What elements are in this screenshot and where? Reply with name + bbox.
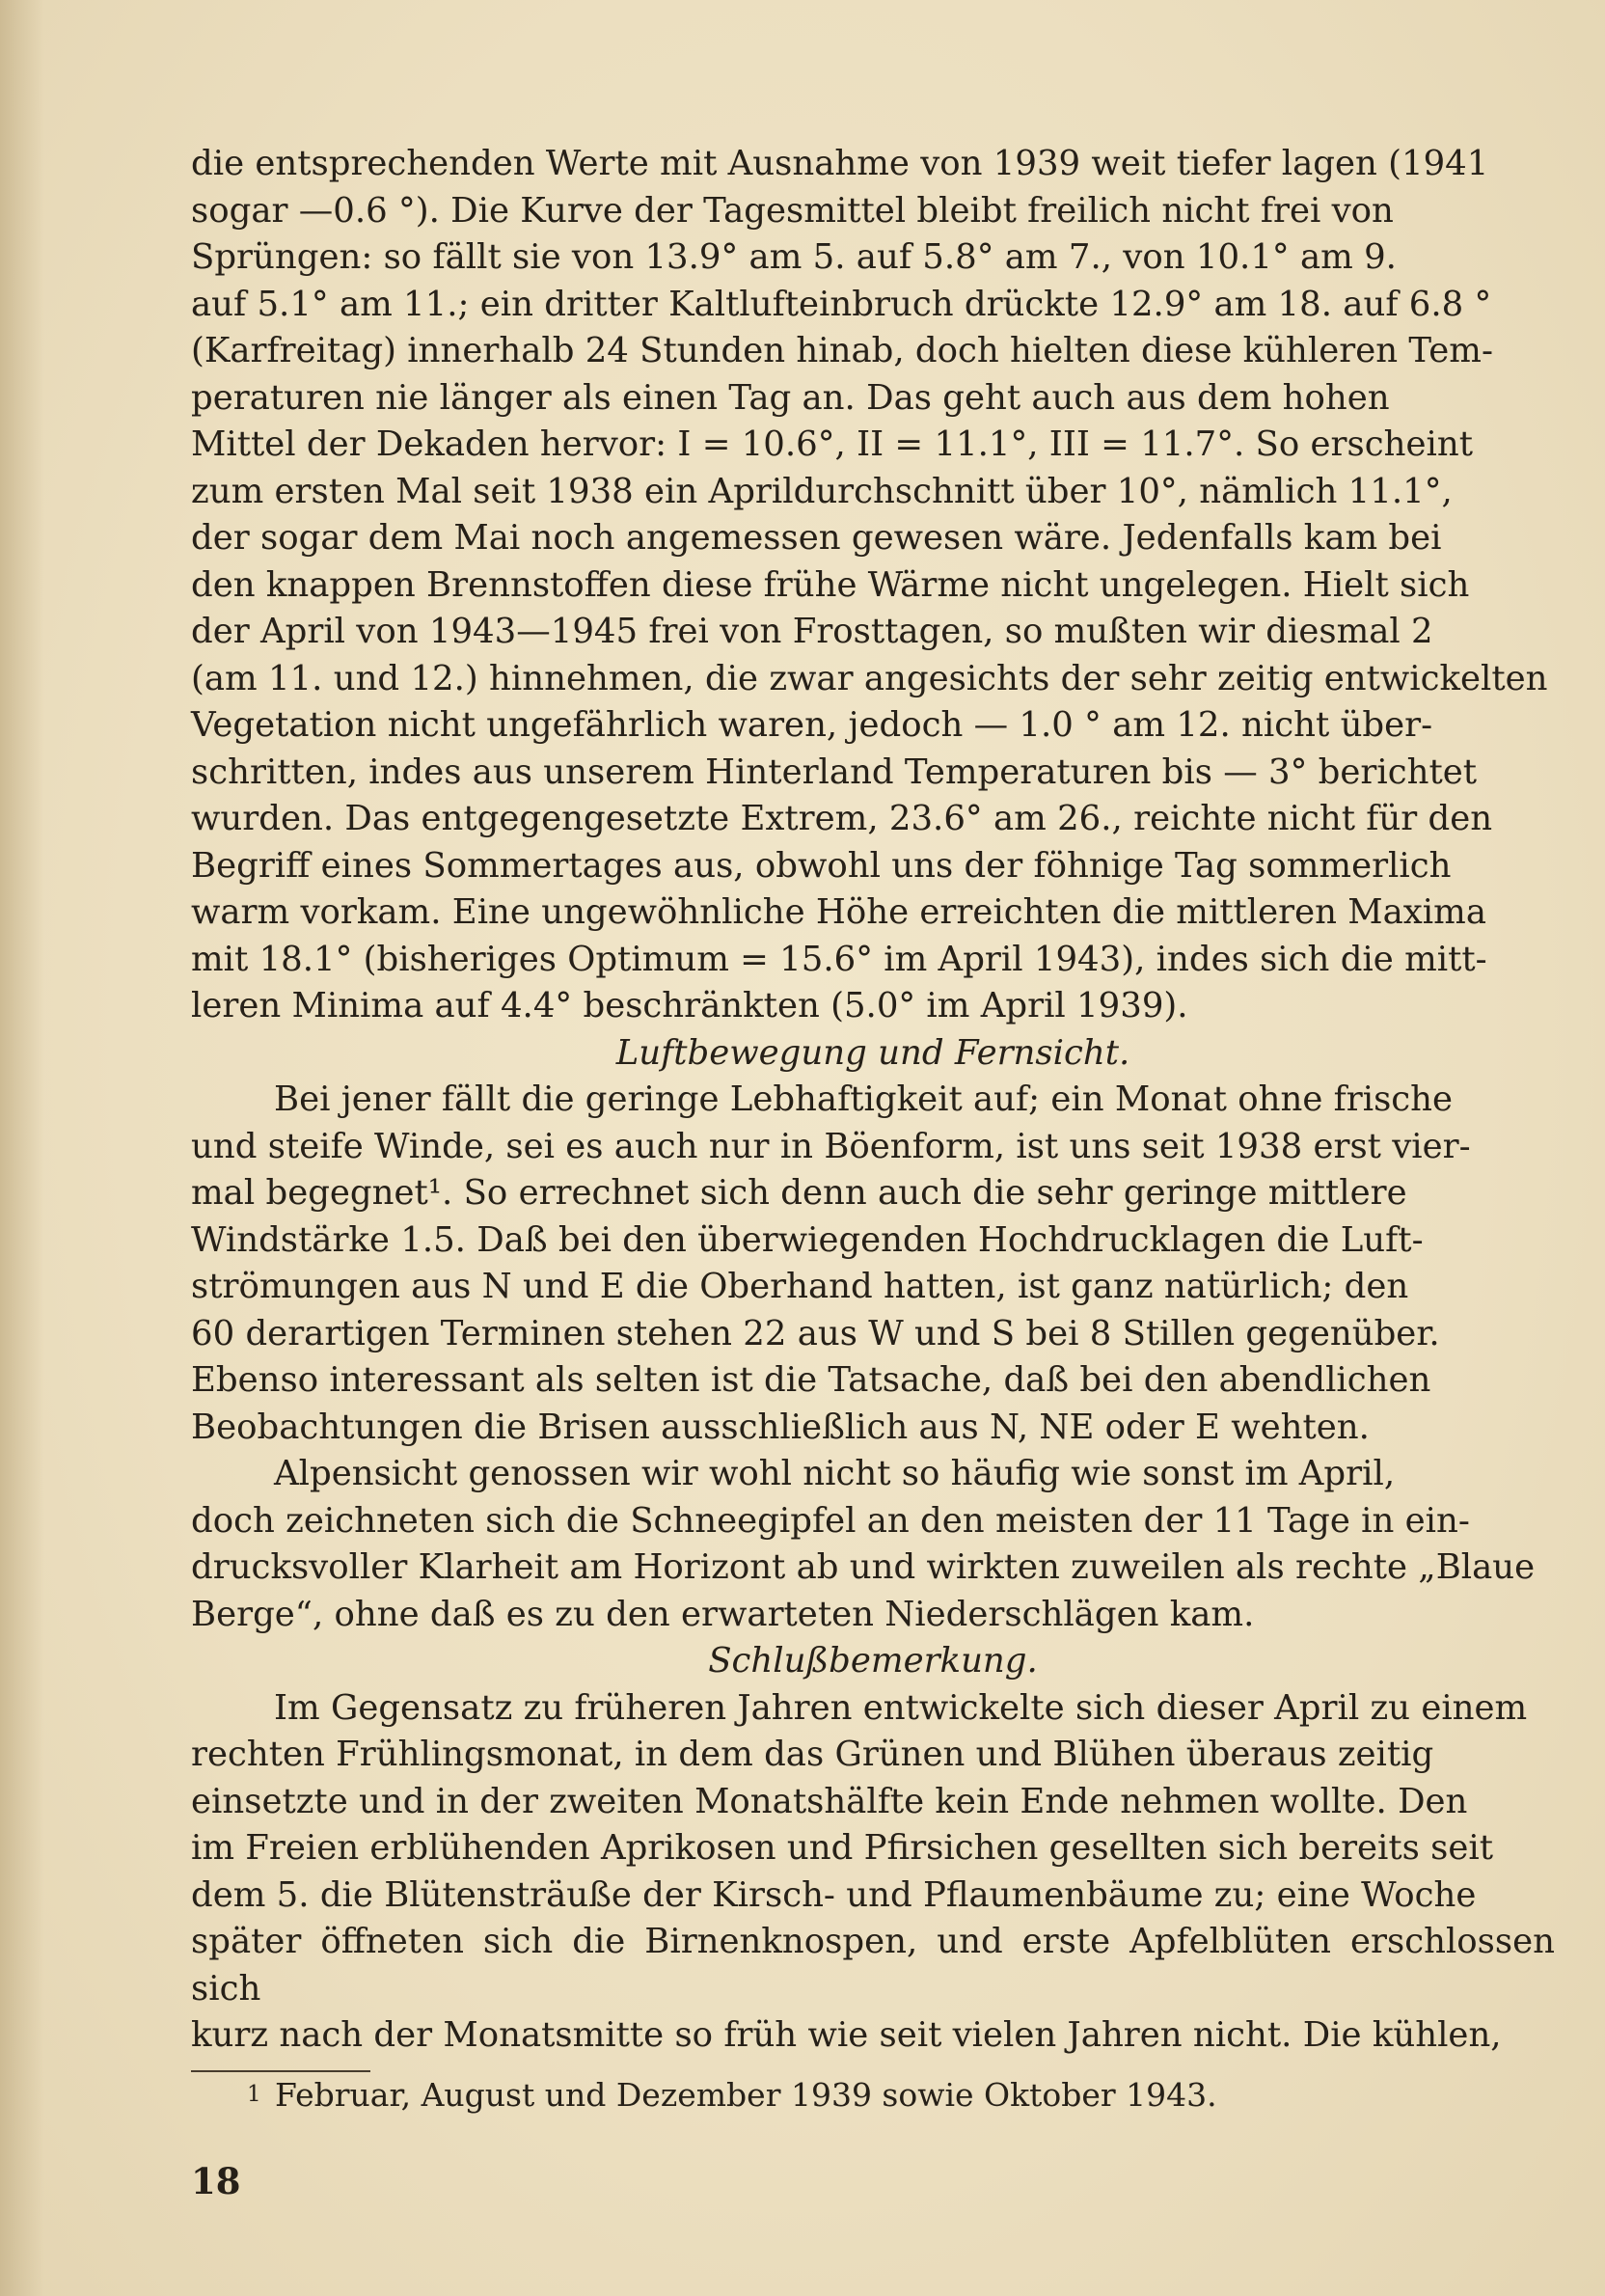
text-column [191, 141, 1555, 2060]
text-line: auf 5.1° am 11.; ein dritter Kaltlufteinbruch drückte 12.9° am 18. auf 6.8 ° [191, 284, 1492, 324]
footnote [247, 2073, 1217, 2118]
text-line: später öffneten sich die Birnenknospen, und erste Apfelblüten erschlossen sich [191, 1922, 1555, 2009]
footnote-mark: 1 [247, 2082, 261, 2107]
text-line: der sogar dem Mai noch angemessen gewesen wäre. Jedenfalls kam bei [191, 518, 1442, 558]
text-line: Ebenso interessant als selten ist die Tatsache, daß bei den abendlichen [191, 1360, 1431, 1400]
text-line: Begriff eines Sommertages aus, obwohl uns der föhnige Tag sommerlich [191, 845, 1452, 886]
text-line: Beobachtungen die Brisen ausschließlich aus N, NE oder E wehten. [191, 1407, 1370, 1447]
page-gutter-shadow [0, 0, 44, 2296]
text-line: Im Gegensatz zu früheren Jahren entwickelte sich dieser April zu einem [274, 1687, 1528, 1728]
text-line: doch zeichneten sich die Schneegipfel an den meisten der 11 Tage in ein- [191, 1500, 1470, 1541]
text-line: (Karfreitag) innerhalb 24 Stunden hinab, doch hielten diese kühleren Tem- [191, 331, 1493, 370]
text-line: (am 11. und 12.) hinnehmen, die zwar angesichts der sehr zeitig entwickelten [191, 658, 1548, 698]
text-line: Mittel der Dekaden hervor: I = 10.6°, II = 11.1°, III = 11.7°. So erscheint [191, 424, 1473, 464]
text-line: Vegetation nicht ungefährlich waren, jedoch — 1.0 ° am 12. nicht über- [191, 705, 1433, 745]
text-line: Sprüngen: so fällt sie von 13.9° am 5. auf 5.8° am 7., von 10.1° am 9. [191, 237, 1397, 277]
text-line: leren Minima auf 4.4° beschränkten (5.0° im April 1939). [191, 986, 1188, 1025]
text-line: dem 5. die Blütensträuße der Kirsch- und Pflaumenbäume zu; eine Woche [191, 1874, 1477, 1915]
text-line: mal begegnet¹. So errechnet sich denn auch die sehr geringe mittlere [191, 1173, 1407, 1213]
footnote-text: Februar, August und Dezember 1939 sowie Oktober 1943. [275, 2076, 1217, 2114]
paragraph-wind [191, 1077, 1555, 1451]
paragraph-alpensicht [191, 1451, 1555, 1638]
text-line: Windstärke 1.5. Daß bei den überwiegenden Hochdrucklagen die Luft- [191, 1219, 1424, 1260]
text-line: 60 derartigen Terminen stehen 22 aus W und S bei 8 Stillen gegenüber. [191, 1313, 1440, 1353]
text-line: der April von 1943—1945 frei von Frosttagen, so mußten wir diesmal 2 [191, 612, 1433, 651]
text-line: den knappen Brennstoffen diese frühe Wärme nicht ungelegen. Hielt sich [191, 564, 1470, 605]
text-line: Bei jener fällt die geringe Lebhaftigkeit auf; ein Monat ohne frische [274, 1080, 1454, 1119]
text-line: zum ersten Mal seit 1938 ein Aprildurchschnitt über 10°, nämlich 11.1°, [191, 471, 1453, 511]
text-line: kurz nach der Monatsmitte so früh wie seit vielen Jahren nicht. Die kühlen, [191, 2015, 1502, 2055]
text-line: peraturen nie länger als einen Tag an. Das geht auch aus dem hohen [191, 377, 1390, 418]
text-line: einsetzte und in der zweiten Monatshälfte kein Ende nehmen wollte. Den [191, 1781, 1468, 1821]
section-heading-schlussbemerkung: Schlußbemerkung. [708, 1641, 1038, 1681]
paragraph-conclusion [191, 1685, 1555, 2060]
text-line: im Freien erblühenden Aprikosen und Pfirsichen gesellten sich bereits seit [191, 1828, 1494, 1868]
text-line: Alpensicht genossen wir wohl nicht so häufig wie sonst im April, [274, 1454, 1396, 1493]
text-line: wurden. Das entgegengesetzte Extrem, 23.6° am 26., reichte nicht für den [191, 799, 1493, 838]
paragraph-temperature [191, 141, 1555, 1030]
text-line: und steife Winde, sei es auch nur in Böenform, ist uns seit 1938 erst vier- [191, 1126, 1471, 1166]
text-line: sogar —0.6 °). Die Kurve der Tagesmittel bleibt freilich nicht frei von [191, 190, 1394, 231]
footnote-rule [191, 2070, 370, 2072]
text-line: die entsprechenden Werte mit Ausnahme von 1939 weit tiefer lagen (1941 [191, 144, 1489, 183]
text-line: strömungen aus N und E die Oberhand hatten, ist ganz natürlich; den [191, 1267, 1409, 1306]
text-line: drucksvoller Klarheit am Horizont ab und wirkten zuweilen als rechte „Blaue [191, 1547, 1536, 1587]
page-number: 18 [191, 2160, 241, 2202]
text-line: Berge“, ohne daß es zu den erwarteten Niederschlägen kam. [191, 1594, 1255, 1634]
text-line: warm vorkam. Eine ungewöhnliche Höhe erreichten die mittleren Maxima [191, 892, 1486, 932]
text-line: mit 18.1° (bisheriges Optimum = 15.6° im April 1943), indes sich die mitt- [191, 939, 1487, 979]
text-line: schritten, indes aus unserem Hinterland Temperaturen bis — 3° berichtet [191, 752, 1477, 792]
section-heading-luftbewegung: Luftbewegung und Fernsicht. [615, 1032, 1130, 1073]
text-line: rechten Frühlingsmonat, in dem das Grünen und Blühen überaus zeitig [191, 1735, 1434, 1774]
